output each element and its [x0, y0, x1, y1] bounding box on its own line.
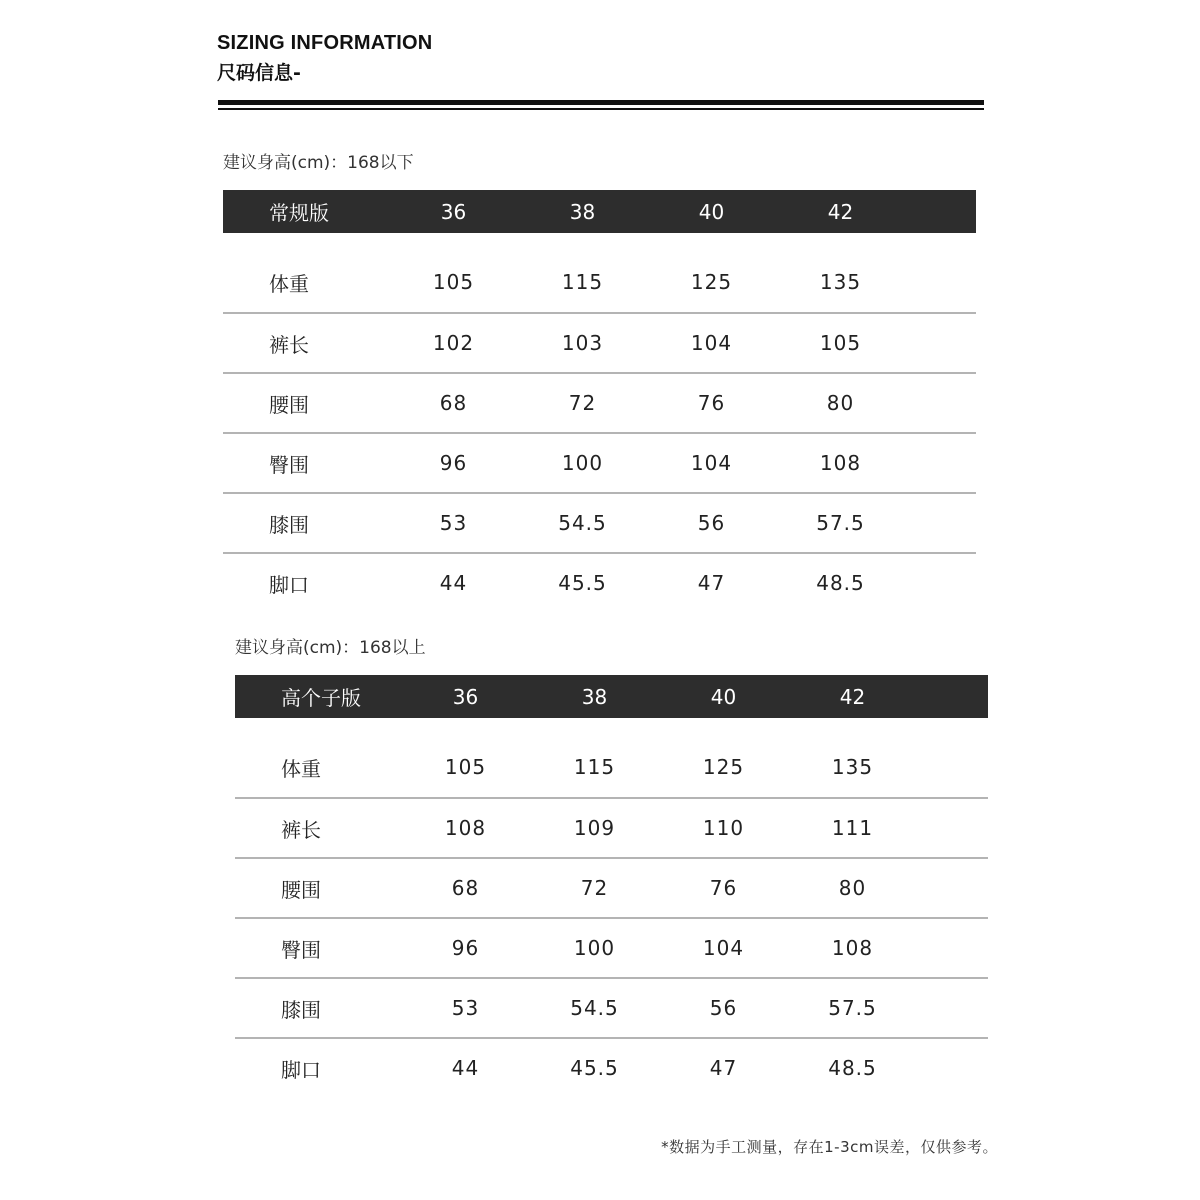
- measurement-value: 111: [831, 816, 874, 840]
- measurement-value: 115: [561, 270, 604, 294]
- page-title-cn: 尺码信息-: [217, 62, 301, 84]
- measurement-value: 115: [573, 755, 616, 779]
- size-header-cell: 40: [698, 199, 725, 224]
- measurement-label: 膝围: [269, 512, 309, 537]
- measurement-label: 臀围: [281, 937, 321, 962]
- measurement-value: 44: [439, 571, 468, 595]
- measurement-footnote: *数据为手工测量，存在1-3cm误差，仅供参考。: [661, 1138, 998, 1156]
- header-divider-thick: [218, 100, 984, 105]
- measurement-label: 裤长: [269, 332, 309, 357]
- measurement-value: 53: [439, 511, 468, 535]
- measurement-label: 脚口: [269, 572, 309, 597]
- measurement-value: 108: [831, 936, 874, 960]
- table-row: [235, 917, 988, 977]
- measurement-label: 腰围: [281, 877, 321, 902]
- measurement-value: 100: [573, 936, 616, 960]
- measurement-value: 47: [697, 571, 726, 595]
- measurement-value: 56: [697, 511, 726, 535]
- measurement-value: 104: [690, 451, 733, 475]
- measurement-value: 54.5: [570, 996, 619, 1020]
- measurement-value: 109: [573, 816, 616, 840]
- size-table-tall: [235, 635, 988, 1097]
- fit-type-label: 常规版: [269, 201, 329, 225]
- measurement-value: 108: [819, 451, 862, 475]
- measurement-value: 125: [690, 270, 733, 294]
- measurement-label: 体重: [281, 756, 321, 781]
- measurement-value: 76: [709, 876, 738, 900]
- measurement-value: 68: [439, 391, 468, 415]
- measurement-value: 56: [709, 996, 738, 1020]
- table-row: [223, 312, 976, 372]
- measurement-label: 脚口: [281, 1057, 321, 1082]
- recommended-height-note: 建议身高(cm)：168以上: [235, 638, 426, 658]
- recommended-height-note: 建议身高(cm)：168以下: [223, 153, 414, 173]
- measurement-value: 57.5: [816, 511, 865, 535]
- measurement-value: 72: [580, 876, 609, 900]
- measurement-value: 96: [439, 451, 468, 475]
- measurement-value: 45.5: [570, 1056, 619, 1080]
- size-header-cell: 42: [827, 199, 854, 224]
- measurement-value: 80: [838, 876, 867, 900]
- measurement-value: 125: [702, 755, 745, 779]
- measurement-label: 体重: [269, 271, 309, 296]
- table-header: [223, 190, 976, 233]
- measurement-value: 105: [432, 270, 475, 294]
- measurement-label: 裤长: [281, 817, 321, 842]
- measurement-value: 135: [831, 755, 874, 779]
- measurement-value: 100: [561, 451, 604, 475]
- measurement-value: 57.5: [828, 996, 877, 1020]
- measurement-value: 48.5: [816, 571, 865, 595]
- measurement-label: 腰围: [269, 392, 309, 417]
- table-header: [235, 675, 988, 718]
- size-header-cell: 40: [710, 684, 737, 709]
- measurement-value: 44: [451, 1056, 480, 1080]
- measurement-value: 102: [432, 331, 475, 355]
- measurement-value: 96: [451, 936, 480, 960]
- measurement-value: 76: [697, 391, 726, 415]
- table-row: [223, 372, 976, 432]
- measurement-label: 膝围: [281, 997, 321, 1022]
- measurement-value: 80: [826, 391, 855, 415]
- measurement-value: 47: [709, 1056, 738, 1080]
- header-divider-thin: [218, 108, 984, 110]
- table-row: [235, 1037, 988, 1097]
- measurement-value: 105: [819, 331, 862, 355]
- table-row: [223, 432, 976, 492]
- size-header-cell: 42: [839, 684, 866, 709]
- measurement-value: 68: [451, 876, 480, 900]
- size-header-cell: 38: [581, 684, 608, 709]
- table-row: [223, 552, 976, 612]
- size-header-cell: 36: [440, 199, 467, 224]
- measurement-value: 45.5: [558, 571, 607, 595]
- table-row: [235, 737, 988, 797]
- measurement-value: 72: [568, 391, 597, 415]
- measurement-value: 105: [444, 755, 487, 779]
- table-row: [223, 492, 976, 552]
- measurement-value: 104: [690, 331, 733, 355]
- measurement-label: 臀围: [269, 452, 309, 477]
- measurement-value: 54.5: [558, 511, 607, 535]
- measurement-value: 108: [444, 816, 487, 840]
- table-row: [235, 797, 988, 857]
- page-title-en: SIZING INFORMATION: [217, 32, 433, 54]
- measurement-value: 53: [451, 996, 480, 1020]
- fit-type-label: 高个子版: [281, 686, 361, 710]
- size-header-cell: 38: [569, 199, 596, 224]
- measurement-value: 135: [819, 270, 862, 294]
- size-header-cell: 36: [452, 684, 479, 709]
- measurement-value: 103: [561, 331, 604, 355]
- table-row: [223, 252, 976, 312]
- table-row: [235, 857, 988, 917]
- table-row: [235, 977, 988, 1037]
- measurement-value: 104: [702, 936, 745, 960]
- size-table-regular: [223, 150, 976, 612]
- measurement-value: 48.5: [828, 1056, 877, 1080]
- measurement-value: 110: [702, 816, 745, 840]
